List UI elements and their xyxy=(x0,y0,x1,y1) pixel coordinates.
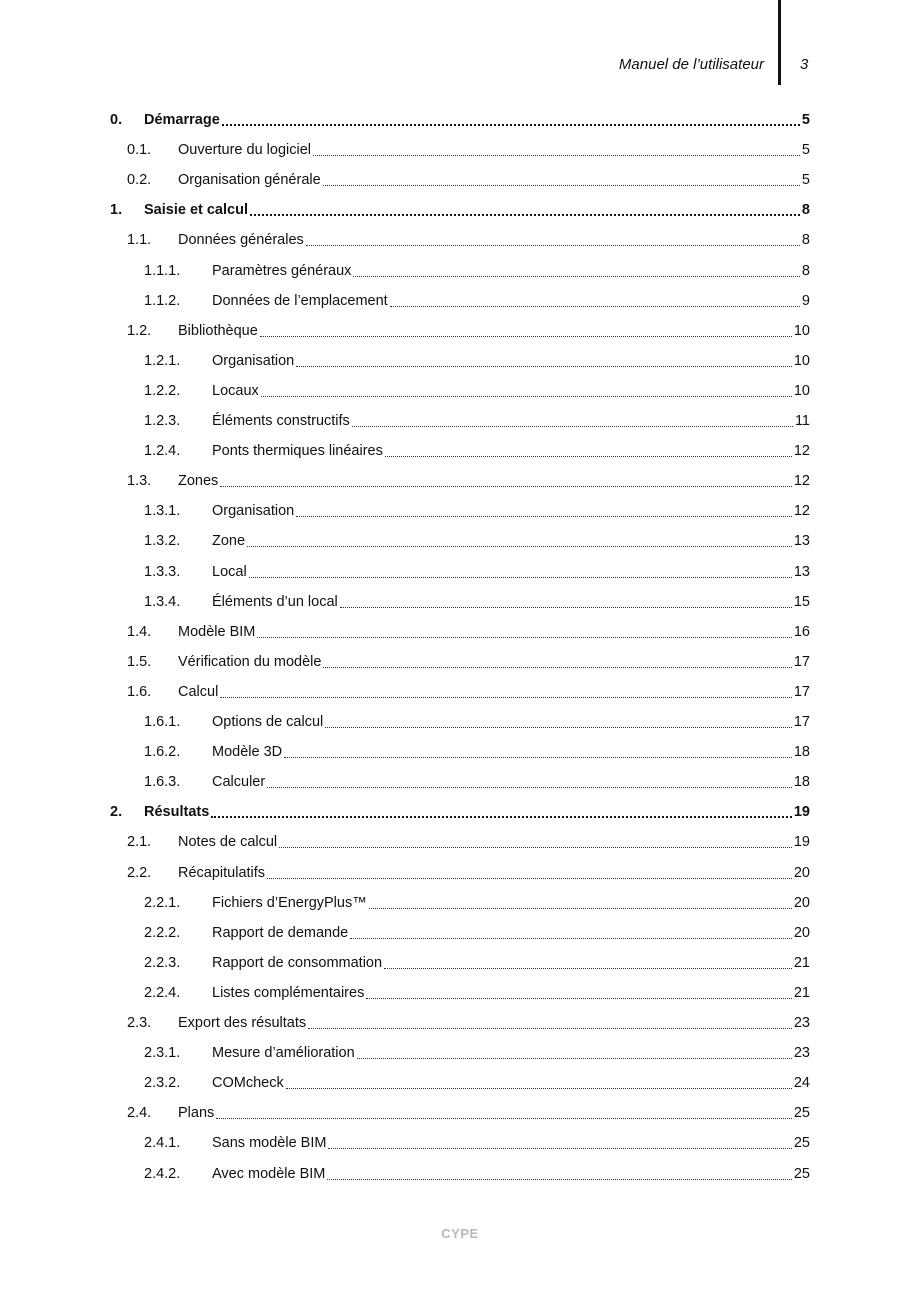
toc-entry-page[interactable]: 18 xyxy=(793,774,810,791)
toc-entry-number: 1.1.2. xyxy=(144,292,181,309)
toc-entry-title[interactable]: Organisation xyxy=(212,503,295,520)
toc-entry-title[interactable]: Plans xyxy=(178,1105,215,1122)
toc-dot-leader xyxy=(296,366,792,367)
toc-dot-leader xyxy=(286,1088,792,1089)
toc-entry-number: 2. xyxy=(110,804,123,821)
toc-entry[interactable] xyxy=(127,165,810,195)
toc-entry-title[interactable]: Sans modèle BIM xyxy=(212,1135,327,1152)
toc-entry-title[interactable]: Fichiers d’EnergyPlus™ xyxy=(212,894,367,911)
toc-entry-title[interactable]: Local xyxy=(212,563,247,580)
toc-entry-number: 2.4. xyxy=(127,1105,152,1122)
toc-entry-page[interactable]: 11 xyxy=(794,413,810,429)
toc-entry-page[interactable]: 25 xyxy=(793,1165,810,1182)
toc-entry-number: 1.3.2. xyxy=(144,533,181,550)
toc-entry-page[interactable]: 25 xyxy=(793,1135,810,1152)
toc-dot-leader xyxy=(384,968,792,969)
toc-entry-number: 0. xyxy=(110,112,123,128)
toc-entry-number: 2.2.1. xyxy=(144,894,181,911)
toc-dot-leader xyxy=(325,727,792,728)
toc-entry-number: 1.6. xyxy=(127,683,152,700)
toc-entry-page[interactable]: 23 xyxy=(793,1015,810,1031)
toc-dot-leader xyxy=(306,245,800,246)
toc-dot-leader xyxy=(352,426,793,427)
toc-entry-number: 1. xyxy=(110,202,123,219)
toc-dot-leader xyxy=(260,336,792,337)
toc-entry[interactable] xyxy=(110,195,810,225)
toc-entry[interactable] xyxy=(127,647,810,677)
toc-entry-page[interactable]: 8 xyxy=(801,232,810,249)
toc-dot-leader xyxy=(279,847,792,848)
toc-entry[interactable] xyxy=(144,376,810,406)
toc-entry-title[interactable]: Paramètres généraux xyxy=(212,262,352,279)
toc-entry-page[interactable]: 19 xyxy=(793,804,810,821)
toc-entry-number: 2.2.3. xyxy=(144,954,181,971)
toc-entry-page[interactable]: 9 xyxy=(801,292,810,309)
toc-entry-page[interactable]: 19 xyxy=(793,834,810,851)
toc-entry-page[interactable]: 24 xyxy=(793,1075,810,1092)
toc-entry[interactable] xyxy=(144,978,810,1008)
toc-entry[interactable] xyxy=(144,707,810,737)
toc-entry[interactable] xyxy=(144,526,810,556)
toc-entry-number: 1.2.1. xyxy=(144,352,181,369)
toc-dot-leader xyxy=(216,1118,792,1119)
toc-entry-page[interactable]: 18 xyxy=(793,744,810,761)
toc-dot-leader xyxy=(385,456,792,457)
toc-entry-title[interactable]: Résultats xyxy=(144,804,210,821)
toc-entry-title[interactable]: Options de calcul xyxy=(212,714,324,730)
toc-entry-page[interactable]: 5 xyxy=(801,142,810,159)
toc-entry[interactable] xyxy=(127,858,810,888)
toc-entry-page[interactable]: 20 xyxy=(793,924,810,941)
toc-entry[interactable] xyxy=(144,1159,810,1189)
toc-entry-title[interactable]: Bibliothèque xyxy=(178,322,258,339)
toc-dot-leader xyxy=(323,667,791,668)
toc-entry[interactable] xyxy=(127,617,810,647)
toc-dot-leader xyxy=(390,306,800,307)
toc-entry[interactable] xyxy=(144,767,810,797)
toc-dot-leader xyxy=(323,185,800,186)
toc-entry-title[interactable]: Ouverture du logiciel xyxy=(178,142,311,159)
toc-entry-number: 1.3.4. xyxy=(144,593,181,610)
toc-entry-number: 1.2.2. xyxy=(144,382,181,399)
toc-entry-page[interactable]: 21 xyxy=(793,984,810,1001)
toc-entry-title[interactable]: Données générales xyxy=(178,232,304,249)
toc-entry-title[interactable]: Ponts thermiques linéaires xyxy=(212,443,383,460)
toc-entry-page[interactable]: 16 xyxy=(793,623,810,640)
toc-entry-page[interactable]: 15 xyxy=(793,593,810,610)
toc-entry[interactable] xyxy=(144,737,810,767)
toc-dot-leader xyxy=(247,546,792,547)
toc-entry-number: 2.3.1. xyxy=(144,1045,181,1062)
toc-entry-page[interactable]: 8 xyxy=(801,262,810,279)
toc-entry-title[interactable]: Export des résultats xyxy=(178,1015,307,1031)
toc-dot-leader xyxy=(327,1179,791,1180)
toc-entry-number: 0.2. xyxy=(127,172,152,189)
toc-entry-page[interactable]: 25 xyxy=(793,1105,810,1122)
toc-dot-leader xyxy=(350,938,792,939)
toc-dot-leader xyxy=(308,1028,792,1029)
toc-entry-page[interactable]: 17 xyxy=(793,653,810,670)
toc-entry-title[interactable]: Calculer xyxy=(212,774,266,791)
toc-entry[interactable] xyxy=(144,948,810,978)
toc-entry-number: 1.2. xyxy=(127,322,152,339)
toc-entry-title[interactable]: Locaux xyxy=(212,382,259,399)
toc-entry-page[interactable]: 13 xyxy=(793,563,810,580)
toc-entry[interactable] xyxy=(144,918,810,948)
toc-entry[interactable] xyxy=(127,1098,810,1128)
toc-dot-leader xyxy=(357,1058,792,1059)
toc-entry-number: 1.6.3. xyxy=(144,774,181,791)
toc-entry[interactable] xyxy=(144,436,810,466)
toc-entry[interactable] xyxy=(127,135,810,165)
toc-dot-leader xyxy=(267,787,792,788)
toc-entry-page[interactable]: 12 xyxy=(793,503,810,520)
toc-entry-page[interactable]: 17 xyxy=(793,714,810,730)
toc-entry[interactable] xyxy=(144,587,810,617)
toc-dot-leader xyxy=(313,155,800,156)
toc-entry[interactable] xyxy=(127,316,810,346)
toc-entry[interactable] xyxy=(127,827,810,857)
toc-entry-number: 1.1. xyxy=(127,232,152,249)
header-title: Manuel de l’utilisateur xyxy=(618,56,764,73)
toc-dot-leader xyxy=(366,998,792,999)
toc-dot-leader xyxy=(353,276,799,277)
toc-entry[interactable] xyxy=(127,466,810,496)
toc-entry-page[interactable]: 5 xyxy=(801,112,810,128)
toc-dot-leader xyxy=(328,1148,791,1149)
toc-entry-title[interactable]: Organisation xyxy=(212,352,295,369)
toc-entry-title[interactable]: Saisie et calcul xyxy=(144,202,248,219)
toc-entry-number: 1.3. xyxy=(127,473,152,490)
toc-entry[interactable] xyxy=(110,797,810,827)
toc-entry[interactable] xyxy=(127,677,810,707)
toc-entry-number: 1.1.1. xyxy=(144,262,181,279)
toc-entry-title[interactable]: Données de l’emplacement xyxy=(212,292,388,309)
toc-entry-title[interactable]: COMcheck xyxy=(212,1075,284,1092)
toc-entry-page[interactable]: 17 xyxy=(793,683,810,700)
toc-entry[interactable] xyxy=(144,1128,810,1158)
toc-entry-title[interactable]: Listes complémentaires xyxy=(212,984,365,1001)
toc-entry-number: 1.4. xyxy=(127,623,152,640)
toc-entry-number: 1.2.4. xyxy=(144,443,181,460)
toc-entry-number: 1.3.1. xyxy=(144,503,181,520)
toc-entry-title[interactable]: Zone xyxy=(212,533,246,550)
toc-entry[interactable] xyxy=(144,1038,810,1068)
toc-entry-number: 2.2. xyxy=(127,864,152,881)
toc-dot-leader xyxy=(369,908,792,909)
toc-entry[interactable] xyxy=(144,557,810,587)
toc-entry-page[interactable]: 12 xyxy=(793,473,810,490)
toc-entry[interactable] xyxy=(127,225,810,255)
toc-entry[interactable] xyxy=(144,496,810,526)
toc-entry-number: 2.2.4. xyxy=(144,984,181,1001)
toc-dot-leader xyxy=(222,124,800,126)
toc-entry-page[interactable]: 20 xyxy=(793,894,810,911)
toc-entry[interactable] xyxy=(144,286,810,316)
toc-entry-title[interactable]: Récapitulatifs xyxy=(178,864,266,881)
toc-dot-leader xyxy=(250,214,800,216)
toc-entry[interactable] xyxy=(144,256,810,286)
toc-entry[interactable] xyxy=(144,406,810,436)
toc-entry-title[interactable]: Mesure d’amélioration xyxy=(212,1045,355,1062)
toc-entry-number: 0.1. xyxy=(127,142,152,159)
toc-dot-leader xyxy=(296,516,792,517)
toc-entry-number: 2.3.2. xyxy=(144,1075,181,1092)
toc-entry-title[interactable]: Vérification du modèle xyxy=(178,653,322,670)
toc-dot-leader xyxy=(249,577,792,578)
toc-entry-number: 1.5. xyxy=(127,653,152,670)
header-page-number: 3 xyxy=(800,56,809,73)
toc-entry-number: 2.4.1. xyxy=(144,1135,181,1152)
toc-dot-leader xyxy=(261,396,792,397)
toc-entry-title[interactable]: Modèle 3D xyxy=(212,744,283,761)
toc-entry-page[interactable]: 12 xyxy=(793,443,810,460)
toc-entry-title[interactable]: Organisation générale xyxy=(178,172,321,189)
toc-dot-leader xyxy=(340,607,792,608)
toc-entry-title[interactable]: Avec modèle BIM xyxy=(212,1165,326,1182)
toc-entry-page[interactable]: 13 xyxy=(793,533,810,550)
toc-entry-title[interactable]: Éléments constructifs xyxy=(212,413,350,429)
toc-entry-title[interactable]: Démarrage xyxy=(144,112,220,128)
toc-entry-page[interactable]: 5 xyxy=(801,172,810,189)
toc-entry-page[interactable]: 20 xyxy=(793,864,810,881)
toc-entry-title[interactable]: Rapport de demande xyxy=(212,924,349,941)
toc-dot-leader xyxy=(220,486,792,487)
toc-entry-number: 1.6.1. xyxy=(144,714,181,730)
toc-dot-leader xyxy=(220,697,792,698)
toc-entry-page[interactable]: 21 xyxy=(793,954,810,971)
toc-entry-title[interactable]: Éléments d’un local xyxy=(212,593,338,610)
toc-entry[interactable] xyxy=(127,1008,810,1038)
toc-entry-title[interactable]: Modèle BIM xyxy=(178,623,256,640)
toc-entry-title[interactable]: Notes de calcul xyxy=(178,834,278,851)
toc-entry-number: 2.3. xyxy=(127,1015,152,1031)
toc-entry-number: 2.1. xyxy=(127,834,152,851)
toc-entry-page[interactable]: 8 xyxy=(801,202,810,219)
toc-entry[interactable] xyxy=(144,1068,810,1098)
toc-entry[interactable] xyxy=(144,888,810,918)
toc-entry-page[interactable]: 10 xyxy=(793,382,810,399)
toc-entry-title[interactable]: Zones xyxy=(178,473,219,490)
toc-dot-leader xyxy=(267,878,792,879)
toc-entry-number: 2.2.2. xyxy=(144,924,181,941)
toc-entry-page[interactable]: 23 xyxy=(793,1045,810,1062)
header-divider xyxy=(778,0,781,85)
toc-entry-title[interactable]: Rapport de consommation xyxy=(212,954,383,971)
toc-entry-number: 2.4.2. xyxy=(144,1165,181,1182)
toc-entry-page[interactable]: 10 xyxy=(793,352,810,369)
toc-entry-number: 1.3.3. xyxy=(144,563,181,580)
toc-entry-title[interactable]: Calcul xyxy=(178,683,219,700)
toc-entry-page[interactable]: 10 xyxy=(793,322,810,339)
toc-entry[interactable] xyxy=(144,346,810,376)
footer-brand: CYPE xyxy=(441,1226,479,1241)
toc-dot-leader xyxy=(257,637,791,638)
toc-dot-leader xyxy=(211,816,792,818)
toc-entry-number: 1.6.2. xyxy=(144,744,181,761)
toc-entry-number: 1.2.3. xyxy=(144,413,181,429)
toc-dot-leader xyxy=(284,757,792,758)
toc-entry[interactable] xyxy=(110,105,810,135)
